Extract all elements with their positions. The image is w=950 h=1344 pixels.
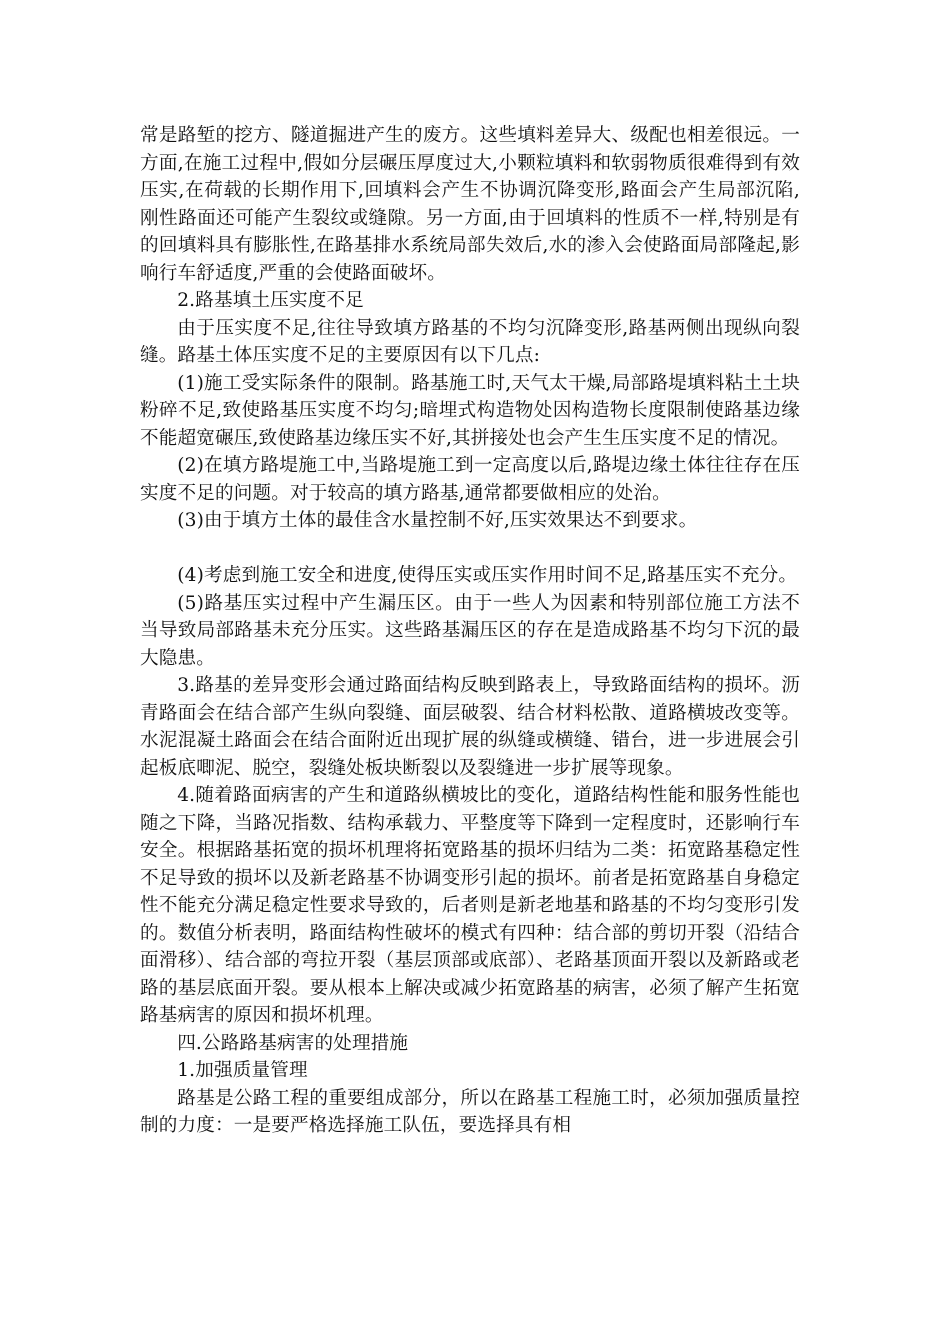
paragraph-pavement-damage: 4.随着路面病害的产生和道路纵横坡比的变化，道路结构性能和服务性能也随之下降，当路况指数、结构承载力、平整度等下降到一定程度时，还影响行车安全。根据路基拓宽的损坏机理将拓宽路基的损坏归结为二类：拓宽路基稳定性不足导致的损坏以及新老路基不协调变形引起的损坏。前者是拓宽路基自身稳定性不能充分满足稳定性要求导致的，后者则是新老地基和路基的不均匀变形引发的。数值分析表明，路面结构性破坏的模式有四种：结合部的剪切开裂（沿结合面滑移）、结合部的弯拉开裂（基层顶部或底部）、老路基顶面开裂以及新路或老路的基层底面开裂。要从根本上解决或减少拓宽路基的病害，必须了解产生拓宽路基病害的原因和损坏机理。 <box>140 785 800 1026</box>
list-item-3: (3)由于填方土体的最佳含水量控制不好,压实效果达不到要求。 <box>177 510 698 531</box>
subheading-quality-management: 1.加强质量管理 <box>177 1060 308 1081</box>
paragraph-compaction-intro: 由于压实度不足,往往导致填方路基的不均匀沉降变形,路基两侧出现纵向裂缝。路基土体压实度不足的主要原因有以下几点: <box>140 317 800 366</box>
body-text <box>140 122 800 1140</box>
list-item-1: (1)施工受实际条件的限制。路基施工时,天气太干燥,局部路堤填料粘土土块粉碎不足,致使路基压实度不均匀;暗埋式构造物处因构造物长度限制使路基边缘不能超宽碾压,致使路基边缘压实不好,其拼接处也会产生生压实度不足的情况。 <box>140 372 800 449</box>
paragraph-continuation: 常是路堑的挖方、隧道掘进产生的废方。这些填料差异大、级配也相差很远。一方面,在施工过程中,假如分层碾压厚度过大,小颗粒填料和软弱物质很难得到有效压实,在荷载的长期作用下,回填料会产生不协调沉降变形,路面会产生局部沉陷,刚性路面还可能产生裂纹或缝隙。另一方面,由于回填料的性质不一样,特别是有的回填料具有膨胀性,在路基排水系统局部失效后,水的渗入会使路面局部隆起,影响行车舒适度,严重的会使路面破坏。 <box>140 125 800 284</box>
blank-line <box>140 535 800 563</box>
subheading-compaction: 2.路基填土压实度不足 <box>177 290 364 311</box>
list-item-4: (4)考虑到施工安全和进度,使得压实或压实作用时间不足,路基压实不充分。 <box>177 565 798 586</box>
list-item-2: (2)在填方路堤施工中,当路堤施工到一定高度以后,路堤边缘土体往往存在压实度不足的问题。对于较高的填方路基,通常都要做相应的处治。 <box>140 455 800 504</box>
section-heading-treatment: 四.公路路基病害的处理措施 <box>177 1032 409 1054</box>
paragraph-quality-management: 路基是公路工程的重要组成部分，所以在路基工程施工时，必须加强质量控制的力度：一是要严格选择施工队伍，要选择具有相 <box>140 1087 800 1136</box>
paragraph-differential-deformation: 3.路基的差异变形会通过路面结构反映到路表上，导致路面结构的损坏。沥青路面会在结合部产生纵向裂缝、面层破裂、结合材料松散、道路横坡改变等。水泥混凝土路面会在结合面附近出现扩展的纵缝或横缝、错台，进一步进展会引起板底唧泥、脱空，裂缝处板块断裂以及裂缝进一步扩展等现象。 <box>140 675 800 779</box>
list-item-5: (5)路基压实过程中产生漏压区。由于一些人为因素和特别部位施工方法不当导致局部路基未充分压实。这些路基漏压区的存在是造成路基不均匀下沉的最大隐患。 <box>140 592 800 669</box>
